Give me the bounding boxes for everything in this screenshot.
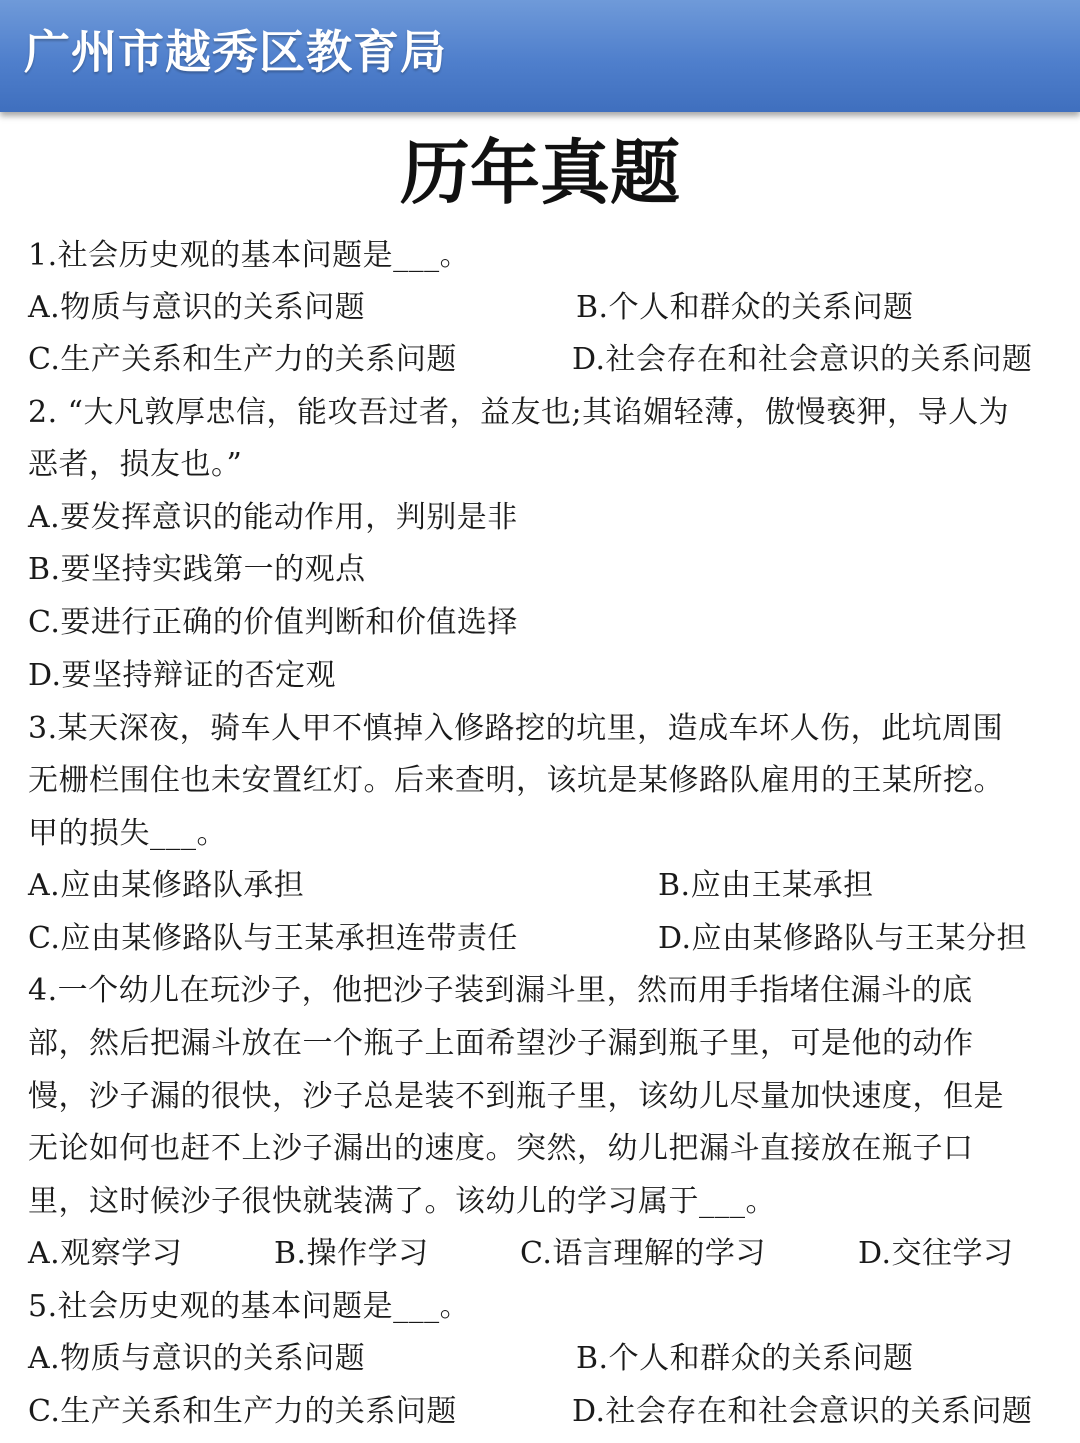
q4-stem-line2: 部，然后把漏斗放在一个瓶子上面希望沙子漏到瓶子里，可是他的动作 <box>28 1026 974 1061</box>
org-title: 广州市越秀区教育局 <box>24 25 447 79</box>
q5-option-c: C.生产关系和生产力的关系问题 <box>28 1394 457 1429</box>
q5-option-d: D.社会存在和社会意识的关系问题 <box>572 1394 1033 1429</box>
q2-stem-line1: 2. “大凡敦厚忠信，能攻吾过者，益友也;其谄媚轻薄，傲慢亵狎，导人为 <box>28 395 1010 430</box>
q4-option-b: B.操作学习 <box>274 1236 429 1271</box>
q4-option-d: D.交往学习 <box>858 1236 1014 1271</box>
q4-stem-line3: 慢，沙子漏的很快，沙子总是装不到瓶子里，该幼儿尽量加快速度，但是 <box>28 1079 1004 1114</box>
q5-option-b: B.个人和群众的关系问题 <box>576 1341 914 1376</box>
q1-stem: 1.社会历史观的基本问题是___。 <box>28 238 471 273</box>
header-banner <box>0 0 1080 112</box>
q3-stem-line3: 甲的损失___。 <box>28 816 227 851</box>
q4-stem-line4: 无论如何也赶不上沙子漏出的速度。突然，幼儿把漏斗直接放在瓶子口 <box>28 1131 974 1166</box>
q1-option-b: B.个人和群众的关系问题 <box>576 290 914 325</box>
q4-option-a: A.观察学习 <box>28 1236 183 1271</box>
q2-option-a: A.要发挥意识的能动作用，判别是非 <box>28 500 518 535</box>
q5-option-a: A.物质与意识的关系问题 <box>28 1341 366 1376</box>
q1-option-c: C.生产关系和生产力的关系问题 <box>28 342 457 377</box>
q4-stem-line5: 里，这时候沙子很快就装满了。该幼儿的学习属于___。 <box>28 1184 776 1219</box>
q4-option-c: C.语言理解的学习 <box>520 1236 766 1271</box>
q5-stem: 5.社会历史观的基本问题是___。 <box>28 1289 471 1324</box>
q3-option-b: B.应由王某承担 <box>658 868 874 903</box>
q4-stem-line1: 4.一个幼儿在玩沙子，他把沙子装到漏斗里，然而用手指堵住漏斗的底 <box>28 973 973 1008</box>
q3-stem-line1: 3.某天深夜，骑车人甲不慎掉入修路挖的坑里，造成车坏人伤，此坑周围 <box>28 711 1004 746</box>
page-title: 历年真题 <box>400 131 680 214</box>
q2-option-b: B.要坚持实践第一的观点 <box>28 552 366 587</box>
q3-option-d: D.应由某修路队与王某分担 <box>658 921 1028 956</box>
q2-option-c: C.要进行正确的价值判断和价值选择 <box>28 605 518 640</box>
q3-stem-line2: 无栅栏围住也未安置红灯。后来查明，该坑是某修路队雇用的王某所挖。 <box>28 763 1004 798</box>
q3-option-a: A.应由某修路队承担 <box>28 868 305 903</box>
q2-stem-line2: 恶者，损友也。” <box>28 447 243 482</box>
q2-option-d: D.要坚持辩证的否定观 <box>28 658 337 693</box>
q1-option-a: A.物质与意识的关系问题 <box>28 290 366 325</box>
q3-option-c: C.应由某修路队与王某承担连带责任 <box>28 921 518 956</box>
q1-option-d: D.社会存在和社会意识的关系问题 <box>572 342 1033 377</box>
